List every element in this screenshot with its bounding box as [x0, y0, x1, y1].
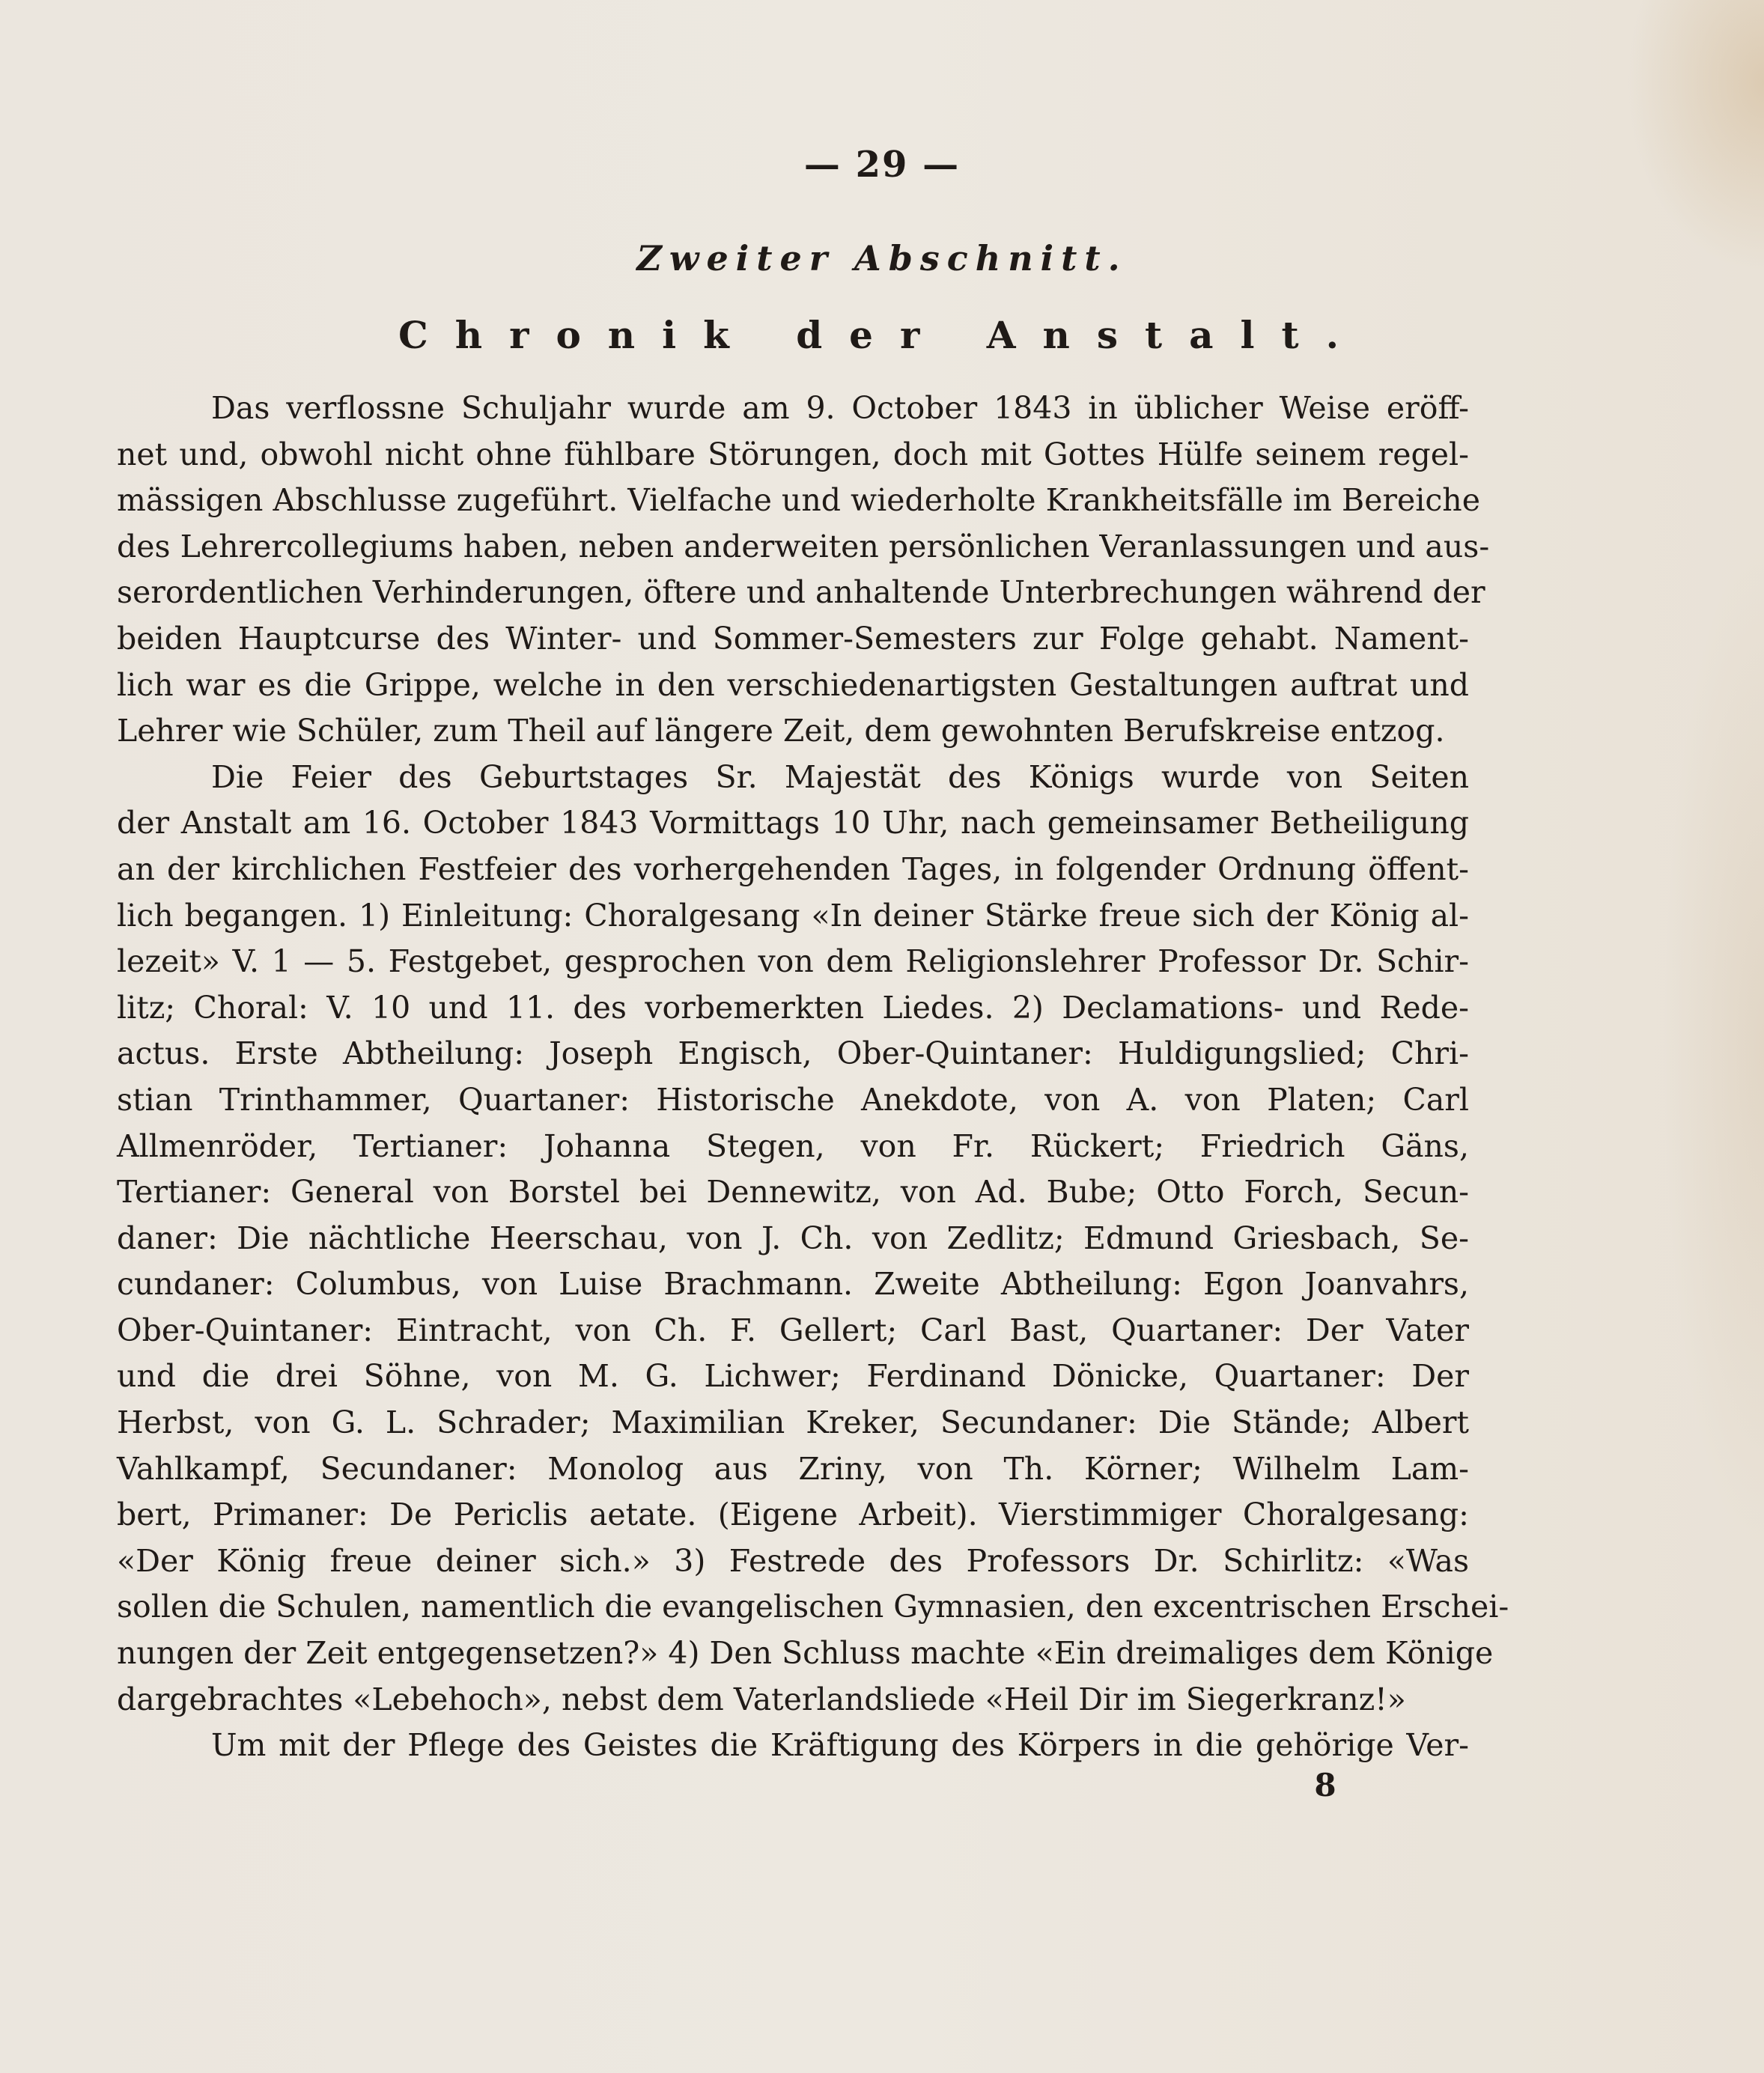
text-line: serordentlichen Verhinderungen, öftere und anhaltende Unterbrechungen während der: [117, 574, 1485, 611]
text-line: der Anstalt am 16. October 1843 Vormittags 10 Uhr, nach gemeinsamer Betheiligung: [117, 805, 1469, 841]
text-line: cundaner: Columbus, von Luise Brachmann. Zweite Abtheilung: Egon Joanvahrs,: [117, 1266, 1469, 1303]
paragraph-birthday-celebration: [117, 755, 1509, 1723]
text-line: Um mit der Pflege des Geistes die Kräftigung des Körpers in die gehörige Ver-: [211, 1727, 1469, 1764]
text-line: sollen die Schulen, namentlich die evangelischen Gymnasien, den excentrischen Erschei-: [117, 1589, 1509, 1625]
chapter-title: Chronik der Anstalt.: [398, 313, 1366, 357]
text-line: net und, obwohl nicht ohne fühlbare Störungen, doch mit Gottes Hülfe seinem regel-: [117, 436, 1469, 472]
text-line: Herbst, von G. L. Schrader; Maximilian Kreker, Secundaner: Die Stände; Albert: [117, 1404, 1469, 1441]
text-line: dargebrachtes «Lebehoch», nebst dem Vaterlandsliede «Heil Dir im Siegerkranz!»: [117, 1681, 1406, 1717]
paragraph-school-year: [117, 386, 1490, 755]
text-line: bert, Primaner: De Periclis aetate. (Eigene Arbeit). Vierstimmiger Choralgesang:: [117, 1497, 1469, 1533]
text-line: beiden Hauptcurse des Winter- und Sommer-Semesters zur Folge gehabt. Nament-: [117, 620, 1469, 657]
text-line: und die drei Söhne, von M. G. Lichwer; Ferdinand Dönicke, Quartaner: Der: [117, 1358, 1469, 1395]
text-line: Die Feier des Geburtstages Sr. Majestät des Königs wurde von Seiten: [211, 758, 1469, 795]
text-line: stian Trinthammer, Quartaner: Historische Anekdote, von A. von Platen; Carl: [117, 1081, 1469, 1118]
text-line: litz; Choral: V. 10 und 11. des vorbemerkten Liedes. 2) Declamations- und Rede-: [117, 989, 1469, 1026]
text-line: des Lehrercollegiums haben, neben anderweiten persönlichen Veranlassungen und aus-: [117, 528, 1490, 564]
text-line: an der kirchlichen Festfeier des vorhergehenden Tages, in folgender Ordnung öffent-: [117, 850, 1469, 887]
text-line: Tertianer: General von Borstel bei Dennewitz, von Ad. Bube; Otto Forch, Secun-: [117, 1174, 1469, 1211]
text-line: «Der König freue deiner sich.» 3) Festrede des Professors Dr. Schirlitz: «Was: [117, 1542, 1469, 1579]
section-heading: Zweiter Abschnitt.: [636, 238, 1128, 278]
text-line: lezeit» V. 1 — 5. Festgebet, gesprochen von dem Religionslehrer Professor Dr. Schir-: [117, 943, 1469, 980]
text-line: Vahlkampf, Secundaner: Monolog aus Zriny, von Th. Körner; Wilhelm Lam-: [117, 1450, 1469, 1487]
text-line: actus. Erste Abtheilung: Joseph Engisch, Ober-Quintaner: Huldigungslied; Chri-: [117, 1035, 1469, 1072]
text-line: Lehrer wie Schüler, zum Theil auf längere Zeit, dem gewohnten Berufskreise entzog.: [117, 713, 1445, 749]
text-line: Das verflossne Schuljahr wurde am 9. October 1843 in üblicher Weise eröff-: [211, 390, 1469, 426]
signature-mark: 8: [1314, 1767, 1336, 1803]
text-line: nungen der Zeit entgegensetzen?» 4) Den Schluss machte «Ein dreimaliges dem Könige: [117, 1635, 1494, 1672]
text-line: mässigen Abschlusse zugeführt. Vielfache und wiederholte Krankheitsfälle im Bereiche: [117, 482, 1480, 519]
text-line: Allmenröder, Tertianer: Johanna Stegen, von Fr. Rückert; Friedrich Gäns,: [117, 1127, 1469, 1164]
paragraph-physical-training: [117, 1723, 1469, 1769]
page-number: — 29 —: [803, 144, 961, 186]
text-line: lich war es die Grippe, welche in den verschiedenartigsten Gestaltungen auftrat und: [117, 666, 1469, 703]
text-line: daner: Die nächtliche Heerschau, von J. Ch. von Zedlitz; Edmund Griesbach, Se-: [117, 1220, 1469, 1256]
text-line: Ober-Quintaner: Eintracht, von Ch. F. Gellert; Carl Bast, Quartaner: Der Vater: [117, 1312, 1469, 1348]
body-text: [117, 386, 1509, 1769]
text-line: lich begangen. 1) Einleitung: Choralgesang «In deiner Stärke freue sich der König al-: [117, 897, 1469, 934]
